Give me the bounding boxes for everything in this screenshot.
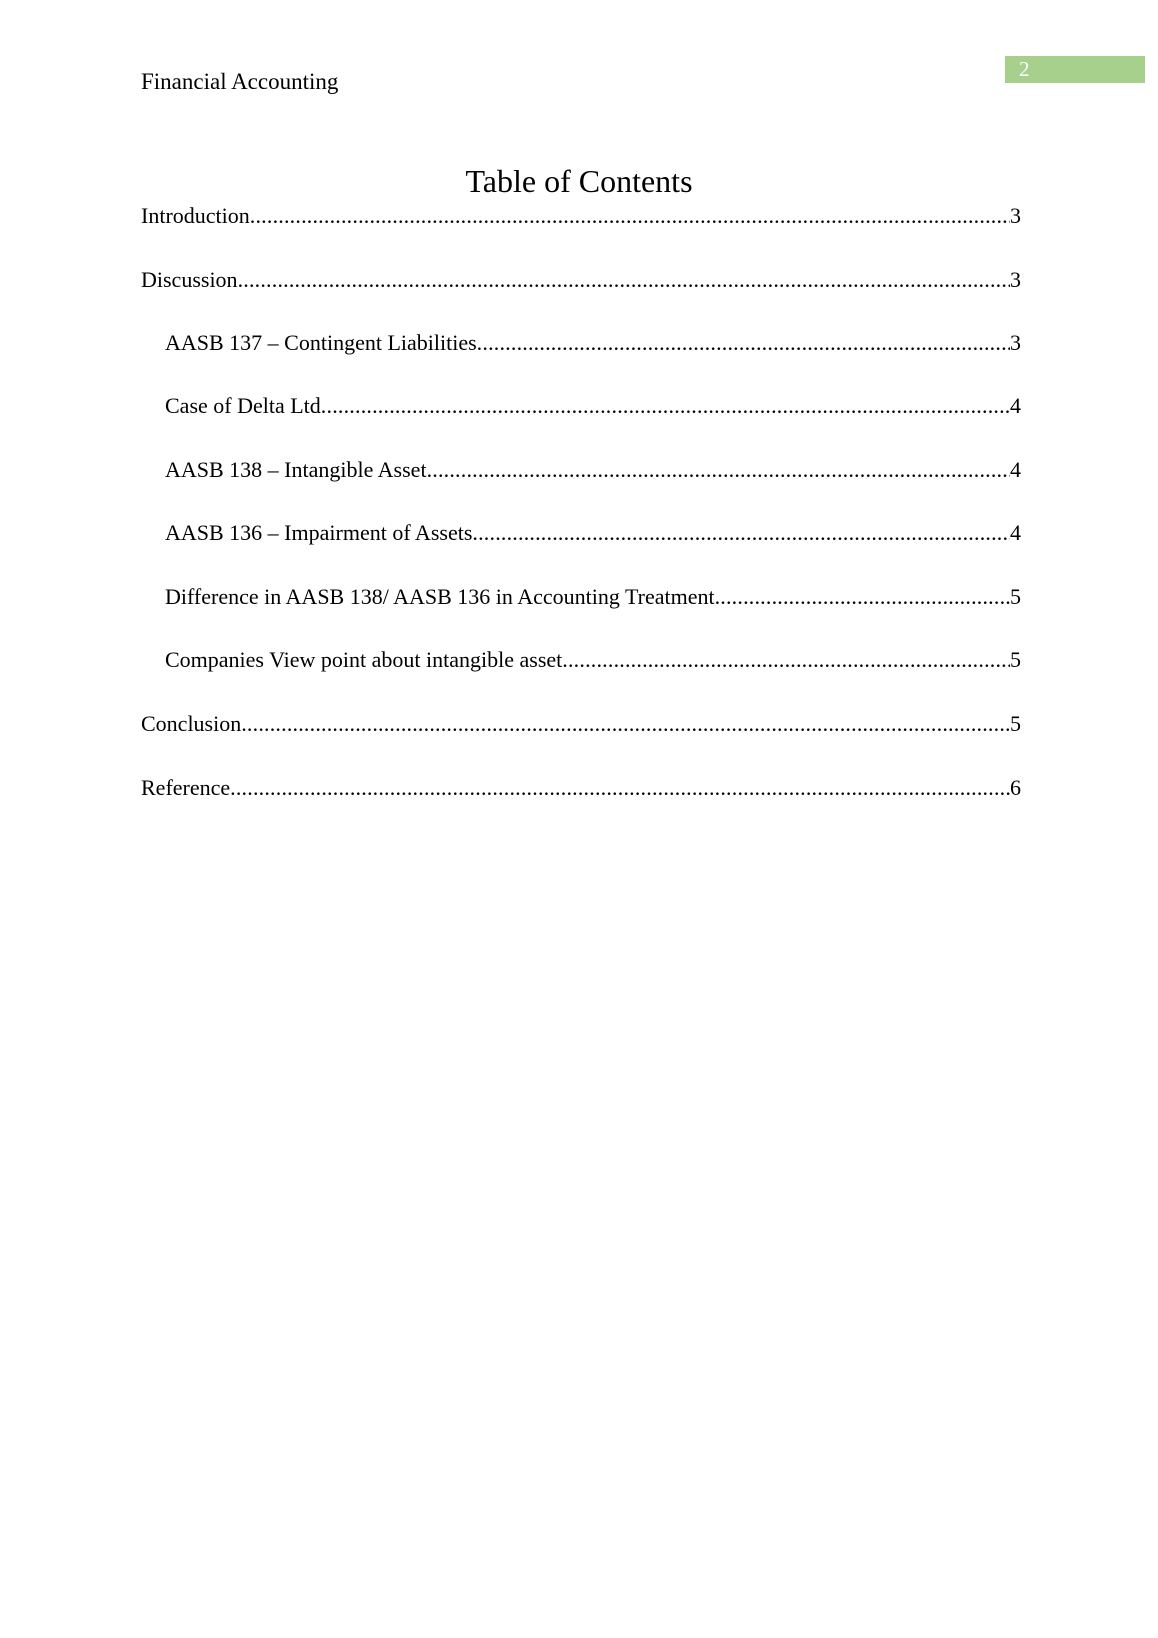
- toc-entry-label: AASB 137 – Contingent Liabilities: [165, 330, 477, 355]
- page-number-badge: 2: [1005, 56, 1145, 83]
- toc-entry-label: Introduction: [141, 203, 250, 228]
- toc-dot-leader: [477, 328, 1010, 358]
- toc-entry-companies-view[interactable]: [165, 645, 1021, 675]
- toc-entry-page: 3: [1010, 330, 1021, 355]
- toc-entry-page: 4: [1010, 457, 1021, 482]
- toc-entry-page: 5: [1010, 647, 1021, 672]
- toc-entry-label: Difference in AASB 138/ AASB 136 in Accounting Treatment: [165, 584, 715, 609]
- toc-entry-label: Reference: [141, 775, 231, 800]
- toc-entry-label: Conclusion: [141, 711, 242, 736]
- toc-entry-page: 3: [1010, 203, 1021, 228]
- toc-entry-aasb-136[interactable]: [165, 518, 1021, 548]
- toc-entry-label: Discussion: [141, 267, 238, 292]
- toc-entry-aasb-137[interactable]: [165, 328, 1021, 358]
- toc-dot-leader: [715, 582, 1010, 612]
- toc-dot-leader: [250, 201, 1010, 231]
- toc-dot-leader: [472, 518, 1010, 548]
- toc-entry-reference[interactable]: [141, 773, 1021, 803]
- toc-entry-introduction[interactable]: [141, 201, 1021, 231]
- toc-dot-leader: [562, 645, 1010, 675]
- toc-entry-page: 4: [1010, 520, 1021, 545]
- running-header-title: Financial Accounting: [141, 69, 339, 94]
- toc-entry-difference[interactable]: [165, 582, 1021, 612]
- toc-dot-leader: [238, 265, 1010, 295]
- toc-dot-leader: [241, 709, 1010, 739]
- toc-entry-case-of-delta[interactable]: [165, 391, 1021, 421]
- toc-entry-label: Case of Delta Ltd: [165, 393, 321, 418]
- toc-entry-conclusion[interactable]: [141, 709, 1021, 739]
- toc-entry-page: 5: [1010, 584, 1021, 609]
- toc-dot-leader: [427, 455, 1010, 485]
- toc-dot-leader: [230, 773, 1010, 803]
- toc-entry-aasb-138[interactable]: [165, 455, 1021, 485]
- toc-entry-page: 6: [1010, 775, 1021, 800]
- toc-entry-page: 3: [1010, 267, 1021, 292]
- toc-entry-label: AASB 136 – Impairment of Assets: [165, 520, 473, 545]
- toc-entry-page: 5: [1010, 711, 1021, 736]
- toc-entry-page: 4: [1010, 393, 1021, 418]
- toc-entry-discussion[interactable]: [141, 265, 1021, 295]
- toc-entry-label: Companies View point about intangible asset: [165, 647, 563, 672]
- toc-title: Table of Contents: [465, 163, 693, 199]
- toc-entry-label: AASB 138 – Intangible Asset: [165, 457, 427, 482]
- toc-dot-leader: [321, 391, 1010, 421]
